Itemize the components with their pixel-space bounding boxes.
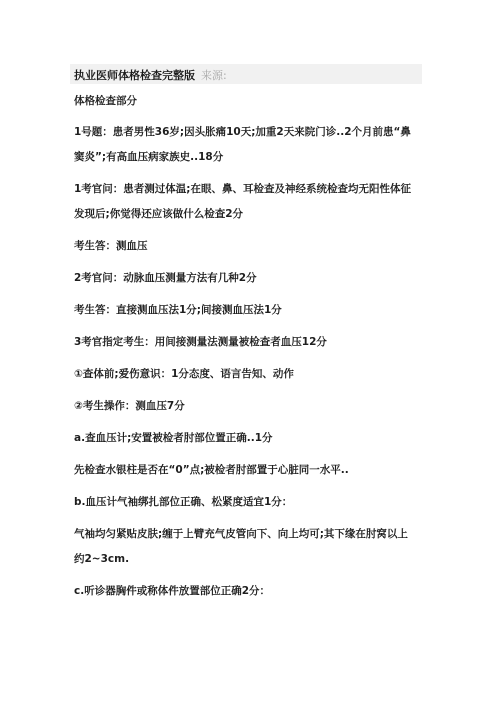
- item-a-detail: 先检查水银柱是否在“0”点;被检者肘部置于心脏同一水平..: [74, 464, 349, 476]
- item-b-detail-line-1: 气袖均匀紧贴皮肤;缠于上臂充气皮管向下、向上均可;其下缘在肘窝以上: [74, 528, 408, 540]
- examiner-question-1-line-2: 发现后;你觉得还应该做什么检查2分: [74, 208, 244, 220]
- document-title-bar: [70, 64, 422, 84]
- examiner-instruction-3: 3考官指定考生：用间接测量法测量被检查者血压12分: [74, 336, 327, 348]
- candidate-answer-1: 考生答：测血压: [74, 240, 148, 252]
- item-a: a.查血压计;安置被检者肘部位置正确..1分: [74, 432, 273, 444]
- examiner-question-2: 2考官问：动脉血压测量方法有几种2分: [74, 272, 257, 284]
- candidate-answer-2: 考生答：直接测血压法1分;间接测血压法1分: [74, 304, 282, 316]
- item-b-detail-line-2: 约2~3cm.: [74, 553, 130, 565]
- document-title: [74, 67, 227, 83]
- title-text: 执业医师体格检查完整版: [74, 69, 195, 82]
- item-b: b.血压计气袖绑扎部位正确、松紧度适宜1分：: [74, 496, 293, 508]
- section-heading: 体格检查部分: [74, 95, 137, 107]
- step-1: ①查体前;爱伤意识：1分态度、语言告知、动作: [74, 368, 294, 380]
- examiner-question-1-line-1: 1考官问：患者测过体温;在眼、鼻、耳检查及神经系统检查均无阳性体征: [74, 183, 412, 195]
- item-c: c.听诊器胸件或称体件放置部位正确2分：: [74, 585, 271, 597]
- source-label: 来源:: [201, 69, 227, 82]
- question-1-line-2: 窦炎”;有高血压病家族史..18分: [74, 151, 224, 163]
- question-1-line-1: 1号题：患者男性36岁;因头胀痛10天;加重2天来院门诊..2个月前患“鼻: [74, 126, 411, 138]
- step-2: ②考生操作：测血压7分: [74, 400, 185, 412]
